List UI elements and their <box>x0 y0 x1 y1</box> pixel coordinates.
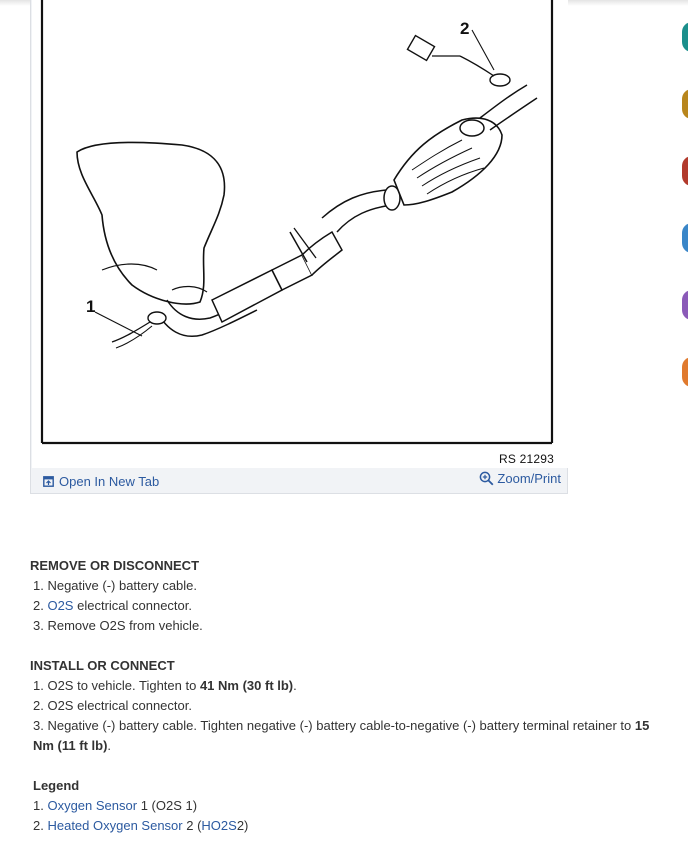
zoom-print-link[interactable] <box>479 471 561 486</box>
side-share-button-6[interactable] <box>682 357 688 387</box>
oxygen-sensor-link[interactable]: Oxygen Sensor <box>47 798 138 813</box>
install-step-1-end: . <box>293 678 297 693</box>
remove-step-1: 1. Negative (-) battery cable. <box>33 578 198 593</box>
zoom-in-icon <box>479 471 494 486</box>
legend-heading: Legend <box>33 778 80 793</box>
exhaust-diagram[interactable] <box>32 0 568 468</box>
zoom-print-label: Zoom/Print <box>497 471 561 486</box>
remove-step-2 <box>30 596 650 616</box>
exhaust-diagram-drawing <box>32 0 568 468</box>
figure-caption-code: RS 21293 <box>499 452 554 466</box>
install-step-1 <box>30 676 650 696</box>
callout-2: 2 <box>460 19 470 38</box>
remove-step-2-num: 2. <box>33 598 44 613</box>
side-share-button-5[interactable] <box>682 290 688 320</box>
side-share-button-2[interactable] <box>682 89 688 119</box>
side-share-button-3[interactable] <box>682 156 688 186</box>
procedure-text <box>30 556 650 836</box>
heated-oxygen-sensor-link[interactable]: Heated Oxygen Sensor <box>47 818 183 833</box>
callout-1: 1 <box>86 297 96 316</box>
legend-item-2-text: 2 ( <box>186 818 202 833</box>
install-heading: INSTALL OR CONNECT <box>30 658 175 673</box>
legend-item-1-text: 1 (O2S 1) <box>140 798 198 813</box>
ho2s-link[interactable]: HO2S <box>201 818 237 833</box>
open-in-new-tab-label: Open In New Tab <box>59 474 160 489</box>
remove-step-2-text: electrical connector. <box>77 598 193 613</box>
legend-item-1-num: 1. <box>33 798 44 813</box>
install-step-3-torque: 15 Nm (11 ft lb) <box>33 718 650 753</box>
side-share-button-1[interactable] <box>682 22 688 52</box>
install-step-1-torque: 41 Nm (30 ft lb) <box>199 678 294 693</box>
side-share-button-4[interactable] <box>682 223 688 253</box>
install-step-3-text: 3. Negative (-) battery cable. Tighten negative (-) battery cable-to-negative (-) battery terminal retainer to <box>33 718 632 733</box>
legend-item-2-num: 2. <box>33 818 44 833</box>
figure-card <box>30 0 568 494</box>
remove-heading: REMOVE OR DISCONNECT <box>30 558 200 573</box>
legend-item-2 <box>30 816 650 836</box>
figure-toolbar <box>31 468 567 494</box>
install-step-3-end: . <box>107 738 112 753</box>
o2s-link[interactable]: O2S <box>47 598 74 613</box>
legend-item-2-end: 2) <box>236 818 249 833</box>
new-tab-icon <box>43 476 54 487</box>
open-in-new-tab-link[interactable] <box>43 474 159 489</box>
install-step-2: 2. O2S electrical connector. <box>33 698 192 713</box>
install-step-3 <box>30 716 650 756</box>
remove-step-3: 3. Remove O2S from vehicle. <box>33 618 203 633</box>
legend-item-1 <box>30 796 650 816</box>
install-step-1-text: 1. O2S to vehicle. Tighten to <box>33 678 197 693</box>
